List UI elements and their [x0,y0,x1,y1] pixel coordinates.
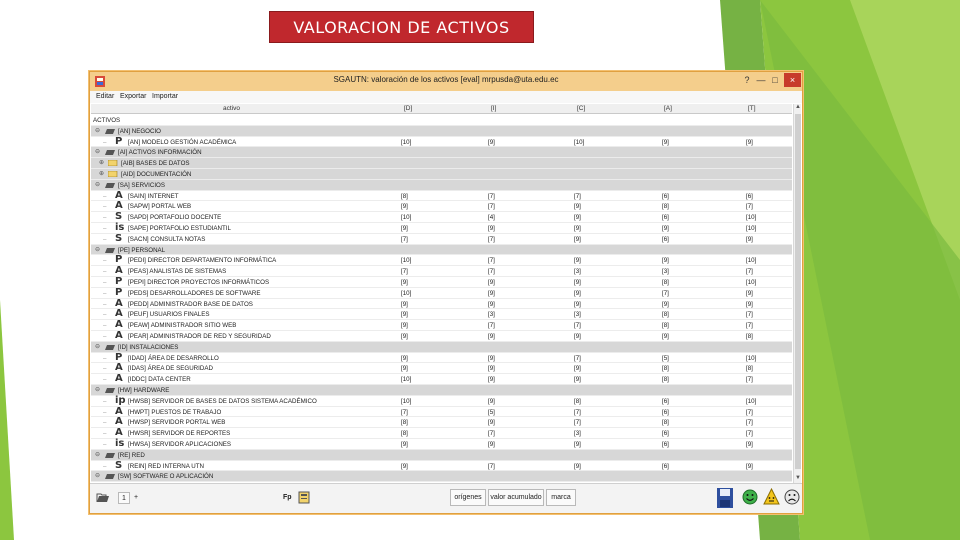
value-cell-d[interactable]: [9] [401,279,408,286]
value-cell-t[interactable]: [9] [746,235,753,243]
value-cell-c[interactable]: [10] [574,138,585,146]
value-cell-c[interactable]: [7] [574,192,581,200]
value-cell-c[interactable]: [9] [574,225,581,232]
tree-connector: – [103,311,107,319]
value-cell-t[interactable]: [9] [746,289,753,297]
value-cell-i[interactable]: [9] [488,354,495,362]
value-cell-c[interactable]: [9] [574,300,581,308]
asset-label: [IDAS] ÁREA DE SEGURIDAD [128,365,213,373]
asset-type-letter: A [115,319,123,331]
value-cell-d[interactable]: [9] [401,225,408,232]
asset-type-letter: A [115,362,123,374]
asset-label: [HWSR] SERVIDOR DE REPORTES [128,430,231,438]
report-icon[interactable] [298,491,310,504]
value-cell-d[interactable]: [8] [401,419,408,427]
asset-label: [PEAW] ADMINISTRADOR SITIO WEB [128,322,237,330]
tree-connector: – [103,365,107,373]
asset-type-letter: S [115,459,123,471]
value-cell-t[interactable]: [10] [746,279,757,286]
table-row[interactable] [91,201,792,212]
value-cell-a[interactable]: [9] [662,257,669,265]
value-cell-i[interactable]: [7] [488,430,495,438]
save-icon[interactable] [716,487,734,509]
value-cell-a[interactable]: [6] [662,408,669,416]
folder-icon [108,171,118,177]
value-cell-t[interactable]: [9] [746,138,753,146]
asset-label: [SAIN] INTERNET [128,192,179,200]
value-cell-c[interactable]: [9] [574,365,581,373]
tree-connector: – [103,441,107,448]
value-cell-c[interactable]: [7] [574,419,581,427]
app-window [89,71,803,514]
value-cell-i[interactable]: [7] [488,203,495,211]
value-cell-c[interactable]: [8] [574,397,581,405]
tree-connector: – [103,279,107,286]
minimize-button[interactable]: — [756,75,766,85]
table-row[interactable] [91,353,792,364]
asset-label: [PEDD] ADMINISTRADOR BASE DE DATOS [128,300,253,308]
tree-connector: – [103,225,107,232]
mark-button[interactable]: marca [546,489,576,506]
folder-icon [108,160,118,166]
value-cell-i[interactable]: [7] [488,235,495,243]
tree-group-row[interactable] [91,450,792,461]
value-cell-a[interactable]: [8] [662,322,669,330]
value-cell-t[interactable]: [8] [746,333,753,340]
value-cell-d[interactable]: [9] [401,322,408,330]
asset-label: [SACN] CONSULTA NOTAS [128,235,206,243]
tree-group-row[interactable] [91,180,792,191]
table-row[interactable] [91,137,792,148]
vertical-scrollbar[interactable] [793,104,801,483]
table-row[interactable] [91,309,792,320]
close-button[interactable]: × [784,73,801,87]
asset-label: [HWPT] PUESTOS DE TRABAJO [128,408,222,416]
value-cell-c[interactable]: [7] [574,322,581,330]
col-header-t[interactable]: [T] [748,105,756,112]
value-cell-i[interactable]: [9] [488,279,495,286]
col-header-i[interactable]: [I] [491,105,497,112]
group-label: [RE] RED [118,451,145,459]
value-cell-t[interactable]: [7] [746,430,753,438]
value-cell-d[interactable]: [7] [401,235,408,243]
asset-label: [SAPE] PORTAFOLIO ESTUDIANTIL [128,225,231,232]
tree-group-row[interactable] [91,342,792,353]
value-cell-t[interactable]: [9] [746,441,753,448]
value-cell-i[interactable]: [4] [488,214,495,222]
col-header-activo[interactable]: activo [223,105,240,112]
value-cell-a[interactable]: [6] [662,192,669,200]
table-row[interactable] [91,331,792,342]
asset-type-letter: A [115,265,123,277]
table-row[interactable] [91,407,792,418]
table-row[interactable] [91,288,792,299]
table-row[interactable] [91,461,792,472]
value-cell-t[interactable]: [10] [746,225,757,232]
open-folder-icon [105,452,115,458]
tree-connector: – [103,397,107,405]
collapse-toggle-icon[interactable]: ⊖ [95,473,101,480]
origins-button[interactable]: orígenes [450,489,486,506]
value-cell-a[interactable]: [5] [662,354,669,362]
tree-connector: – [103,203,107,211]
table-row[interactable] [91,417,792,428]
accumulated-value-button[interactable]: valor acumulado [488,489,544,506]
asset-label: [SAPD] PORTAFOLIO DOCENTE [128,214,222,222]
happy-face-icon[interactable] [742,489,758,505]
tree-connector: – [103,235,107,243]
slide-title: VALORACION DE ACTIVOS [269,11,534,43]
value-cell-d[interactable]: [9] [401,333,408,340]
value-cell-i[interactable]: [9] [488,397,495,405]
collapse-toggle-icon[interactable]: ⊖ [95,181,101,188]
value-cell-t[interactable]: [8] [746,365,753,373]
tree-connector: – [103,408,107,416]
menu-importar[interactable]: Importar [152,93,179,100]
value-cell-d[interactable]: [8] [401,192,408,200]
open-folder-icon [105,344,115,350]
tree-group-row[interactable] [91,126,792,137]
value-cell-c[interactable]: [7] [574,408,581,416]
asset-label: [PEDS] DESARROLLADORES DE SOFTWARE [128,289,261,297]
table-row[interactable] [91,255,792,266]
value-cell-d[interactable]: [9] [401,203,408,211]
value-cell-d[interactable]: [9] [401,365,408,373]
asset-label: [IDAD] ÁREA DE DESARROLLO [128,354,219,362]
value-cell-t[interactable]: [10] [746,397,757,405]
value-cell-c[interactable]: [9] [574,441,581,448]
value-cell-a[interactable]: [6] [662,430,669,438]
asset-type-letter: is [115,438,125,449]
asset-type-letter: P [115,135,123,147]
value-cell-d[interactable]: [10] [401,214,412,222]
collapse-toggle-icon[interactable]: ⊖ [95,127,101,134]
table-row[interactable] [91,223,792,234]
assets-grid [91,104,792,483]
open-folder-icon [105,128,115,134]
asset-type-letter: A [115,373,123,385]
collapse-toggle-icon[interactable]: ⊖ [95,246,101,253]
menu-editar[interactable]: Editar [96,93,115,100]
tree-group-row[interactable] [91,169,792,180]
group-label: [PE] PERSONAL [118,246,166,254]
table-row[interactable] [91,320,792,331]
asset-label: [HWSA] SERVIDOR APLICACIONES [128,441,232,448]
value-cell-a[interactable]: [3] [662,268,669,276]
sad-face-icon[interactable] [784,489,800,505]
asset-type-letter: A [115,416,123,428]
maximize-button[interactable]: □ [772,75,778,85]
table-row[interactable] [91,374,792,385]
value-cell-d[interactable]: [10] [401,138,412,146]
table-row[interactable] [91,299,792,310]
table-row[interactable] [91,191,792,202]
tree-connector: – [103,138,107,146]
value-cell-a[interactable]: [7] [662,289,669,297]
tree-connector: – [103,214,107,222]
value-cell-a[interactable]: [8] [662,203,669,211]
asset-label: [HWSP] SERVIDOR PORTAL WEB [128,419,226,427]
value-cell-c[interactable]: [9] [574,333,581,340]
asset-type-letter: P [115,276,123,287]
warning-face-icon[interactable] [763,488,780,506]
value-cell-t[interactable]: [7] [746,376,753,384]
value-cell-i[interactable]: [5] [488,408,495,416]
bottom-toolbar [90,483,802,513]
open-folder-icon [105,182,115,188]
value-cell-a[interactable]: [8] [662,419,669,427]
asset-type-letter: is [115,222,125,233]
value-cell-a[interactable]: [8] [662,376,669,384]
tree-root-label: ACTIVOS [93,117,121,124]
open-folder-icon [105,473,115,479]
table-row[interactable] [91,277,792,288]
scroll-down-arrow-icon[interactable]: ▼ [795,475,801,481]
level-input[interactable]: 1 [118,492,130,504]
value-cell-i[interactable]: [7] [488,268,495,276]
value-cell-i[interactable]: [9] [488,419,495,427]
group-label: [AI] ACTIVOS INFORMACIÓN [118,149,202,157]
level-plus-button[interactable]: + [134,494,139,501]
tree-connector: – [103,268,107,276]
table-row[interactable] [91,266,792,277]
value-cell-i[interactable]: [7] [488,192,495,200]
value-cell-i[interactable]: [7] [488,257,495,265]
value-cell-t[interactable]: [7] [746,203,753,211]
value-cell-c[interactable]: [9] [574,376,581,384]
value-cell-i[interactable]: [7] [488,462,495,470]
value-cell-d[interactable]: [9] [401,441,408,448]
menu-exportar[interactable]: Exportar [120,93,147,100]
value-cell-i[interactable]: [9] [488,376,495,384]
asset-label: [REIN] RED INTERNA UTN [128,462,204,470]
asset-type-letter: A [115,405,123,417]
tree-connector: – [103,462,107,470]
asset-label: [PEUF] USUARIOS FINALES [128,311,210,319]
asset-label: [IDDC] DATA CENTER [128,376,191,384]
tree-open-icon[interactable] [96,492,110,504]
table-row[interactable] [91,439,792,450]
tree-connector: – [103,192,107,200]
value-cell-t[interactable]: [7] [746,419,753,427]
tree-group-row[interactable] [91,158,792,169]
value-cell-d[interactable]: [7] [401,268,408,276]
asset-label: [SAPW] PORTAL WEB [128,203,192,211]
window-titlebar[interactable] [90,72,802,91]
value-cell-a[interactable]: [8] [662,279,669,286]
table-row[interactable] [91,396,792,407]
expand-toggle-icon[interactable]: ⊕ [99,160,105,167]
value-cell-c[interactable]: [9] [574,289,581,297]
help-button[interactable]: ? [744,75,750,85]
value-cell-d[interactable]: [9] [401,300,408,308]
value-cell-t[interactable]: [7] [746,268,753,276]
value-cell-t[interactable]: [7] [746,322,753,330]
value-cell-a[interactable]: [6] [662,462,669,470]
value-cell-a[interactable]: [9] [662,333,669,340]
col-header-c[interactable]: [C] [577,105,586,112]
value-cell-i[interactable]: [3] [488,311,495,319]
value-cell-a[interactable]: [9] [662,225,669,232]
tree-connector: – [103,289,107,297]
tree-connector: – [103,376,107,384]
asset-type-letter: S [115,232,123,244]
value-cell-d[interactable]: [10] [401,376,412,384]
value-cell-d[interactable]: [8] [401,430,408,438]
col-header-a[interactable]: [A] [664,105,672,112]
value-cell-i[interactable]: [9] [488,225,495,232]
value-cell-i[interactable]: [9] [488,333,495,340]
value-cell-d[interactable]: [10] [401,257,412,265]
value-cell-a[interactable]: [9] [662,138,669,146]
scroll-up-arrow-icon[interactable]: ▲ [795,104,801,110]
value-cell-a[interactable]: [6] [662,441,669,448]
tree-connector: – [103,333,107,340]
asset-type-letter: A [115,330,123,341]
collapse-toggle-icon[interactable]: ⊖ [95,451,101,458]
asset-type-letter: P [115,254,123,266]
table-row[interactable] [91,212,792,223]
tree-group-row[interactable] [91,385,792,396]
fp-button[interactable]: Fp [283,494,292,501]
asset-label: [AN] MODELO GESTIÓN ACADÉMICA [128,138,237,146]
asset-type-letter: P [115,286,123,298]
value-cell-c[interactable]: [9] [574,203,581,211]
open-folder-icon [105,149,115,155]
group-label: [HW] HARDWARE [118,387,170,394]
col-header-d[interactable]: [D] [404,105,413,112]
value-cell-i[interactable]: [7] [488,322,495,330]
collapse-toggle-icon[interactable]: ⊖ [95,343,101,350]
value-cell-c[interactable]: [3] [574,268,581,276]
tree-connector: – [103,257,107,265]
value-cell-d[interactable]: [7] [401,408,408,416]
value-cell-c[interactable]: [7] [574,354,581,362]
value-cell-t[interactable]: [6] [746,192,753,200]
group-label: [SA] SERVICIOS [118,181,165,189]
expand-toggle-icon[interactable]: ⊕ [99,171,105,177]
group-label: [SW] SOFTWARE O APLICACIÓN [118,473,214,481]
value-cell-c[interactable]: [3] [574,430,581,438]
asset-label: [HWSB] SERVIDOR DE BASES DE DATOS SISTEMA ACADÉMICO [128,397,317,405]
group-label: [ID] INSTALACIONES [118,343,179,351]
asset-type-letter: A [115,200,123,212]
value-cell-d[interactable]: [9] [401,354,408,362]
tree-group-row[interactable] [91,147,792,158]
value-cell-i[interactable]: [9] [488,289,495,297]
value-cell-a[interactable]: [6] [662,214,669,222]
value-cell-t[interactable]: [7] [746,408,753,416]
value-cell-t[interactable]: [9] [746,300,753,308]
tree-connector: – [103,322,107,330]
value-cell-c[interactable]: [9] [574,235,581,243]
collapse-toggle-icon[interactable]: ⊖ [95,149,101,156]
value-cell-i[interactable]: [9] [488,138,495,146]
folder-label: [AID] DOCUMENTACIÓN [121,171,192,178]
collapse-toggle-icon[interactable]: ⊖ [95,387,101,393]
value-cell-i[interactable]: [9] [488,365,495,373]
asset-label: [PEAR] ADMINISTRADOR DE RED Y SEGURIDAD [128,333,271,340]
asset-label: [PEAS] ANALISTAS DE SISTEMAS [128,268,227,276]
value-cell-a[interactable]: [8] [662,311,669,319]
tree-root-row[interactable] [91,115,792,126]
value-cell-d[interactable]: [10] [401,397,412,405]
tree-group-row[interactable] [91,471,792,482]
value-cell-a[interactable]: [8] [662,365,669,373]
menu-bar [90,91,802,103]
value-cell-c[interactable]: [9] [574,462,581,470]
value-cell-c[interactable]: [9] [574,279,581,286]
value-cell-t[interactable]: [10] [746,257,757,265]
value-cell-i[interactable]: [9] [488,300,495,308]
value-cell-t[interactable]: [10] [746,354,757,362]
value-cell-a[interactable]: [6] [662,235,669,243]
value-cell-t[interactable]: [10] [746,214,757,222]
asset-type-letter: A [115,427,123,439]
tree-connector: – [103,419,107,427]
value-cell-a[interactable]: [6] [662,397,669,405]
scroll-thumb[interactable] [795,114,801,469]
grid-header [91,104,792,114]
open-folder-icon [105,247,115,253]
value-cell-c[interactable]: [9] [574,257,581,265]
value-cell-d[interactable]: [9] [401,311,408,319]
table-row[interactable] [91,363,792,374]
window-title: SGAUTN: valoración de los activos [eval] mrpusda@uta.edu.ec [333,75,559,84]
asset-label: [PEPI] DIRECTOR PROYECTOS INFORMÁTICOS [128,279,270,286]
value-cell-i[interactable]: [9] [488,441,495,448]
value-cell-c[interactable]: [9] [574,214,581,222]
value-cell-d[interactable]: [9] [401,462,408,470]
asset-type-letter: S [115,211,123,223]
asset-label: [PEDI] DIRECTOR DEPARTAMENTO INFORMÁTICA [128,257,277,265]
group-label: [AN] NEGOCIO [118,127,161,135]
open-folder-icon [105,387,115,393]
tree-connector: – [103,300,107,308]
asset-type-letter: ip [115,394,126,406]
asset-type-letter: A [115,189,123,201]
table-row[interactable] [91,234,792,245]
table-row[interactable] [91,428,792,439]
tree-group-row[interactable] [91,245,792,256]
value-cell-d[interactable]: [10] [401,289,412,297]
asset-type-letter: A [115,308,123,320]
value-cell-c[interactable]: [3] [574,311,581,319]
asset-type-letter: A [115,297,123,309]
value-cell-t[interactable]: [9] [746,462,753,470]
asset-type-letter: P [115,351,123,363]
value-cell-a[interactable]: [9] [662,300,669,308]
value-cell-t[interactable]: [7] [746,311,753,319]
folder-label: [AIB] BASES DE DATOS [121,160,190,168]
tree-connector: – [103,354,107,362]
tree-connector: – [103,430,107,438]
